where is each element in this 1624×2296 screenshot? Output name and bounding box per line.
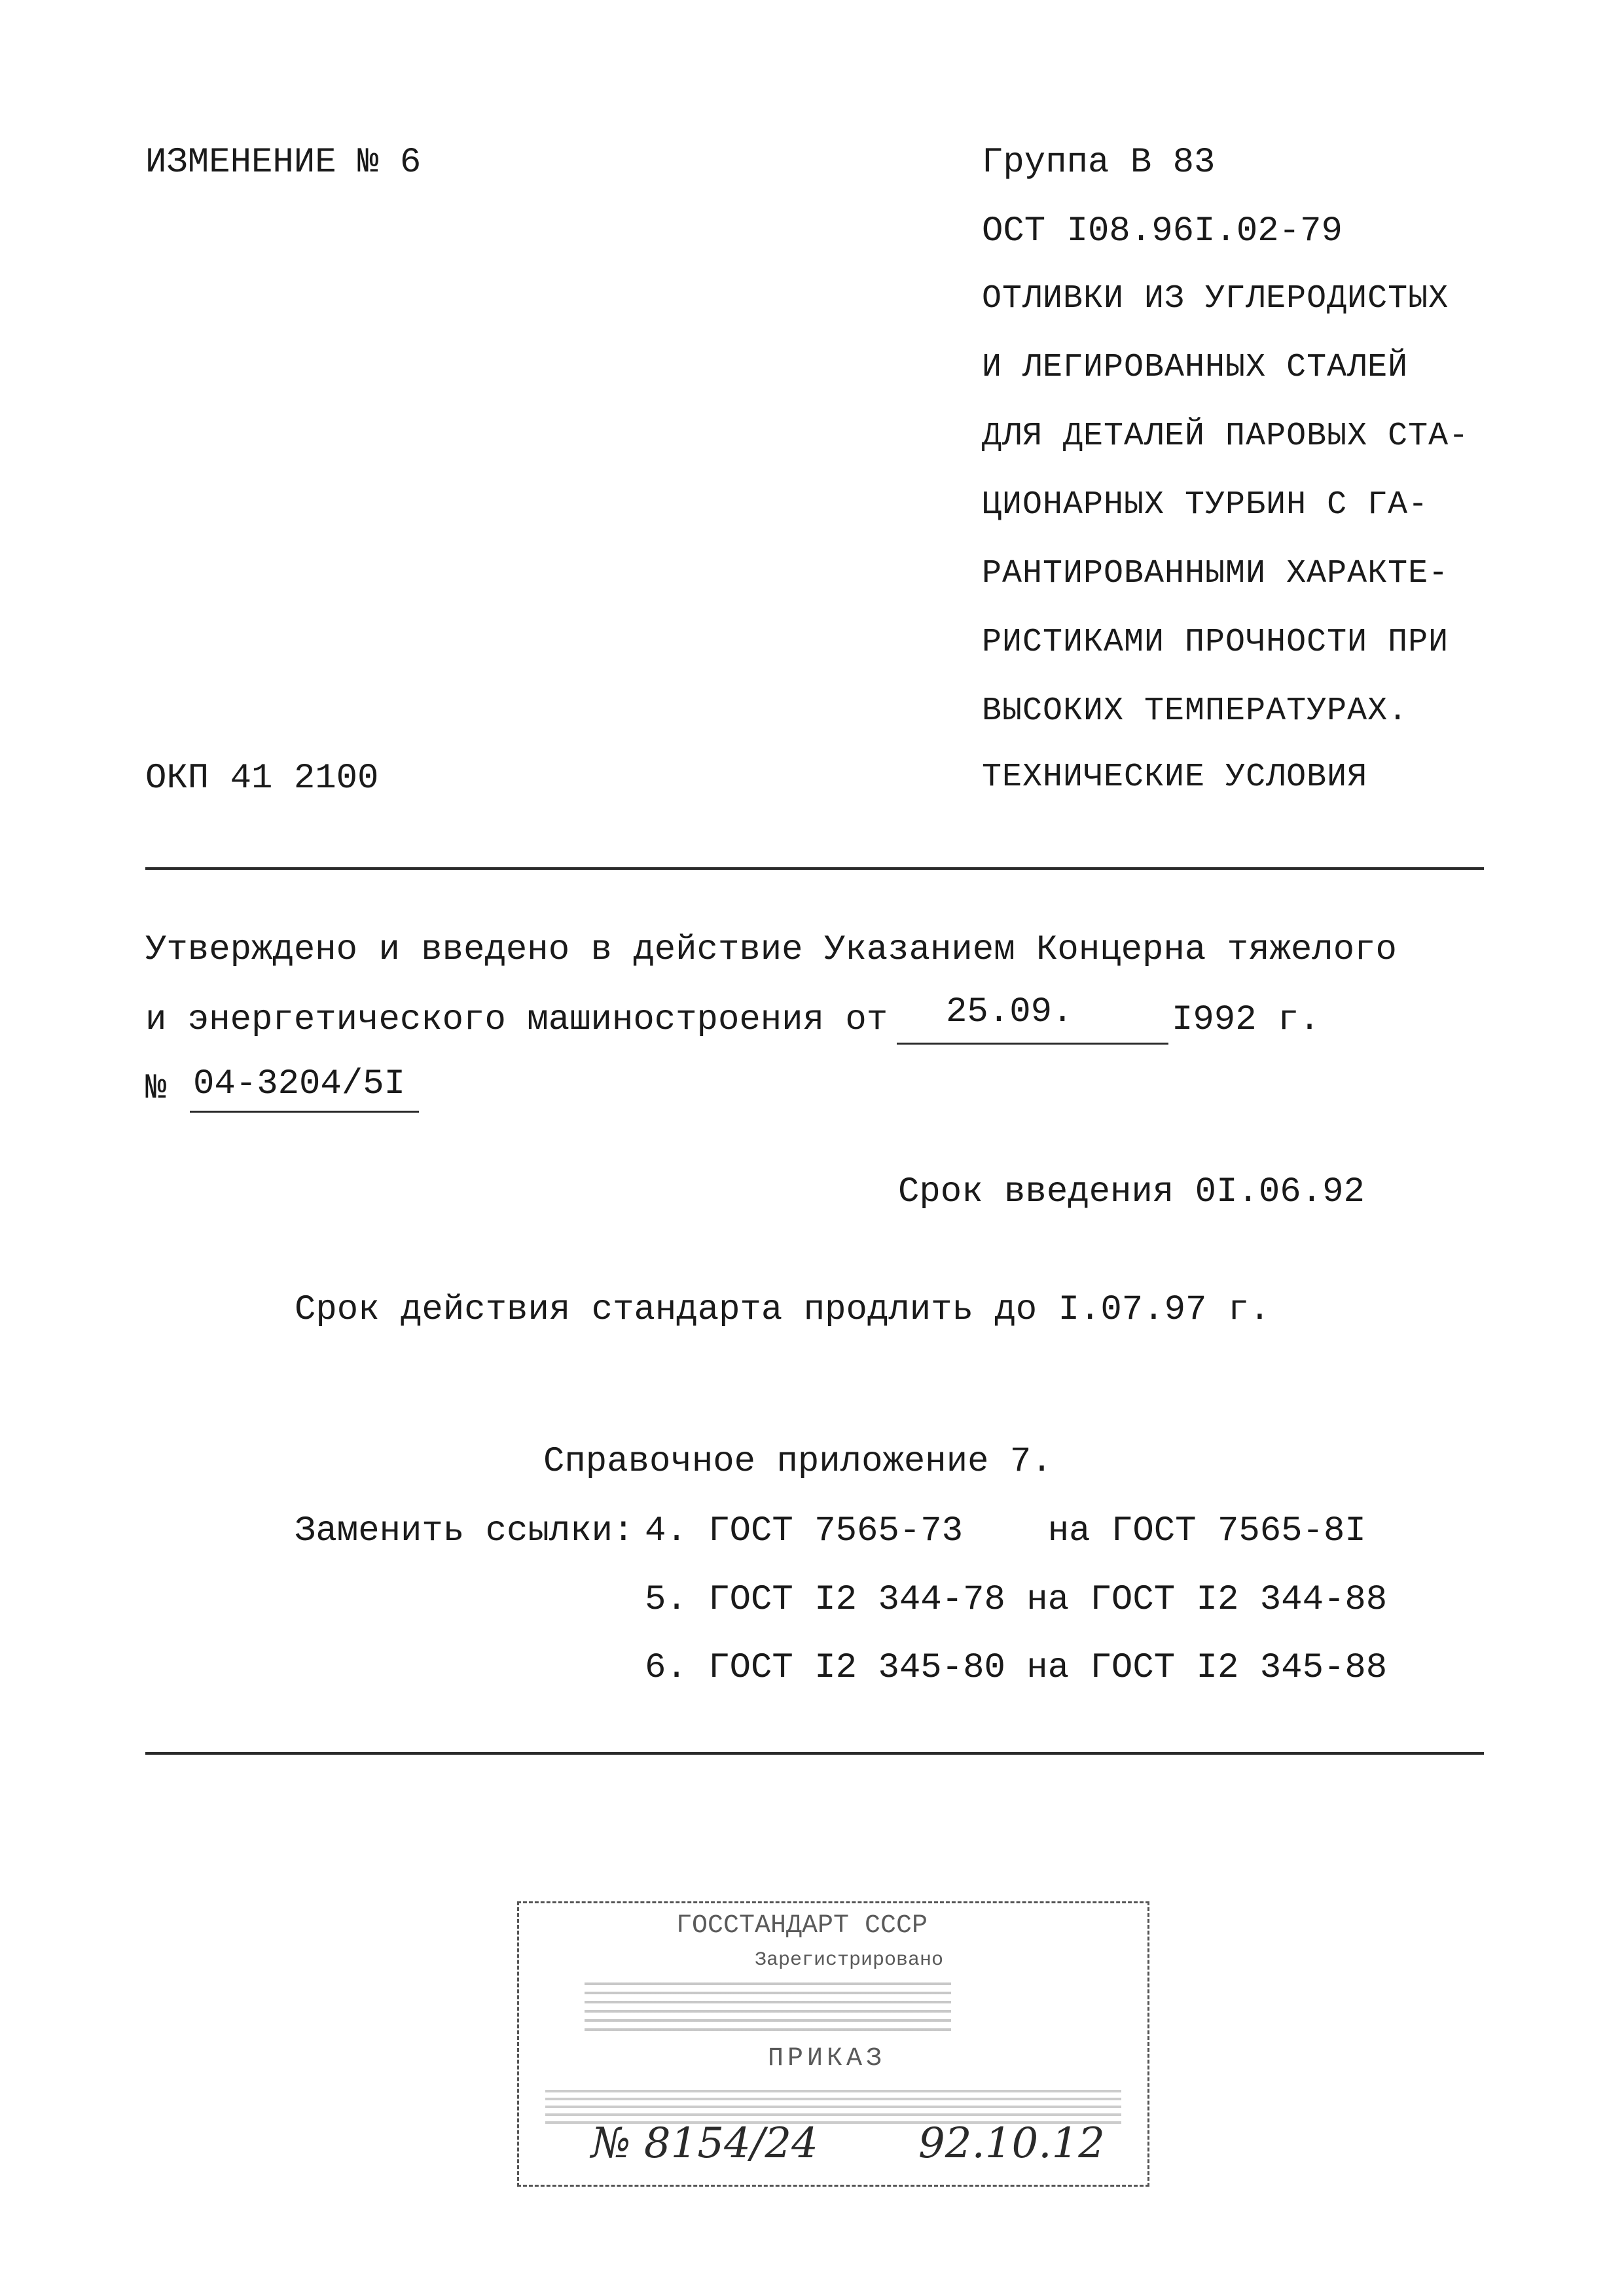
title-line: РИСТИКАМИ ПРОЧНОСТИ ПРИ <box>982 624 1449 661</box>
footer-divider <box>145 1752 1484 1755</box>
appendix-title: Справочное приложение 7. <box>543 1442 1053 1482</box>
group-code: Группа В 83 <box>982 143 1216 183</box>
title-line: ДЛЯ ДЕТАЛЕЙ ПАРОВЫХ СТА- <box>982 418 1470 455</box>
number-underline <box>190 1111 419 1113</box>
title-line: ЦИОНАРНЫХ ТУРБИН С ГА- <box>982 486 1429 524</box>
date-underline <box>897 1043 1168 1045</box>
stamp-illegible-text <box>585 1979 951 2037</box>
change-number: ИЗМЕНЕНИЕ № 6 <box>145 143 422 183</box>
header-divider <box>145 867 1484 870</box>
effective-date: Срок введения 0I.06.92 <box>898 1172 1365 1212</box>
stamp-line: ГОССТАНДАРТ СССР <box>676 1911 928 1941</box>
validity-extension: Срок действия стандарта продлить до I.07.97 г. <box>295 1290 1271 1330</box>
stamp-line: Зарегистрировано <box>755 1949 944 1971</box>
ost-number: ОСТ I08.96I.02-79 <box>982 211 1343 251</box>
title-line: РАНТИРОВАННЫМИ ХАРАКТЕ- <box>982 555 1449 592</box>
registration-stamp <box>517 1901 1149 2187</box>
replacement-item: 4. ГОСТ 7565-73 на ГОСТ 7565-8I <box>645 1511 1366 1551</box>
stamp-line: ПРИКАЗ <box>768 2044 886 2073</box>
title-line: ВЫСОКИХ ТЕМПЕРАТУРАХ. <box>982 692 1409 730</box>
replace-label: Заменить ссылки: <box>295 1511 634 1551</box>
approval-line-2: и энергетического машиностроения от <box>145 1000 888 1040</box>
approval-number: 04-3204/5I <box>193 1064 406 1104</box>
approval-line-1: Утверждено и введено в действие Указанием Концерна тяжелого <box>145 930 1397 970</box>
approval-date-year: I992 г. <box>1172 1000 1320 1040</box>
title-line: ТЕХНИЧЕСКИЕ УСЛОВИЯ <box>982 759 1368 796</box>
title-line: И ЛЕГИРОВАННЫХ СТАЛЕЙ <box>982 349 1409 386</box>
stamp-handwritten-number: № 8154/24 <box>591 2119 818 2168</box>
stamp-handwritten-date: 92.10.12 <box>918 2119 1105 2168</box>
approval-number-prefix: № <box>145 1069 167 1109</box>
title-line: ОТЛИВКИ ИЗ УГЛЕРОДИСТЫХ <box>982 280 1449 317</box>
replacement-item: 6. ГОСТ I2 345-80 на ГОСТ I2 345-88 <box>645 1648 1388 1688</box>
approval-date-day: 25.09. <box>946 992 1074 1032</box>
okp-code: ОКП 41 2100 <box>145 759 379 798</box>
replacement-item: 5. ГОСТ I2 344-78 на ГОСТ I2 344-88 <box>645 1580 1388 1620</box>
